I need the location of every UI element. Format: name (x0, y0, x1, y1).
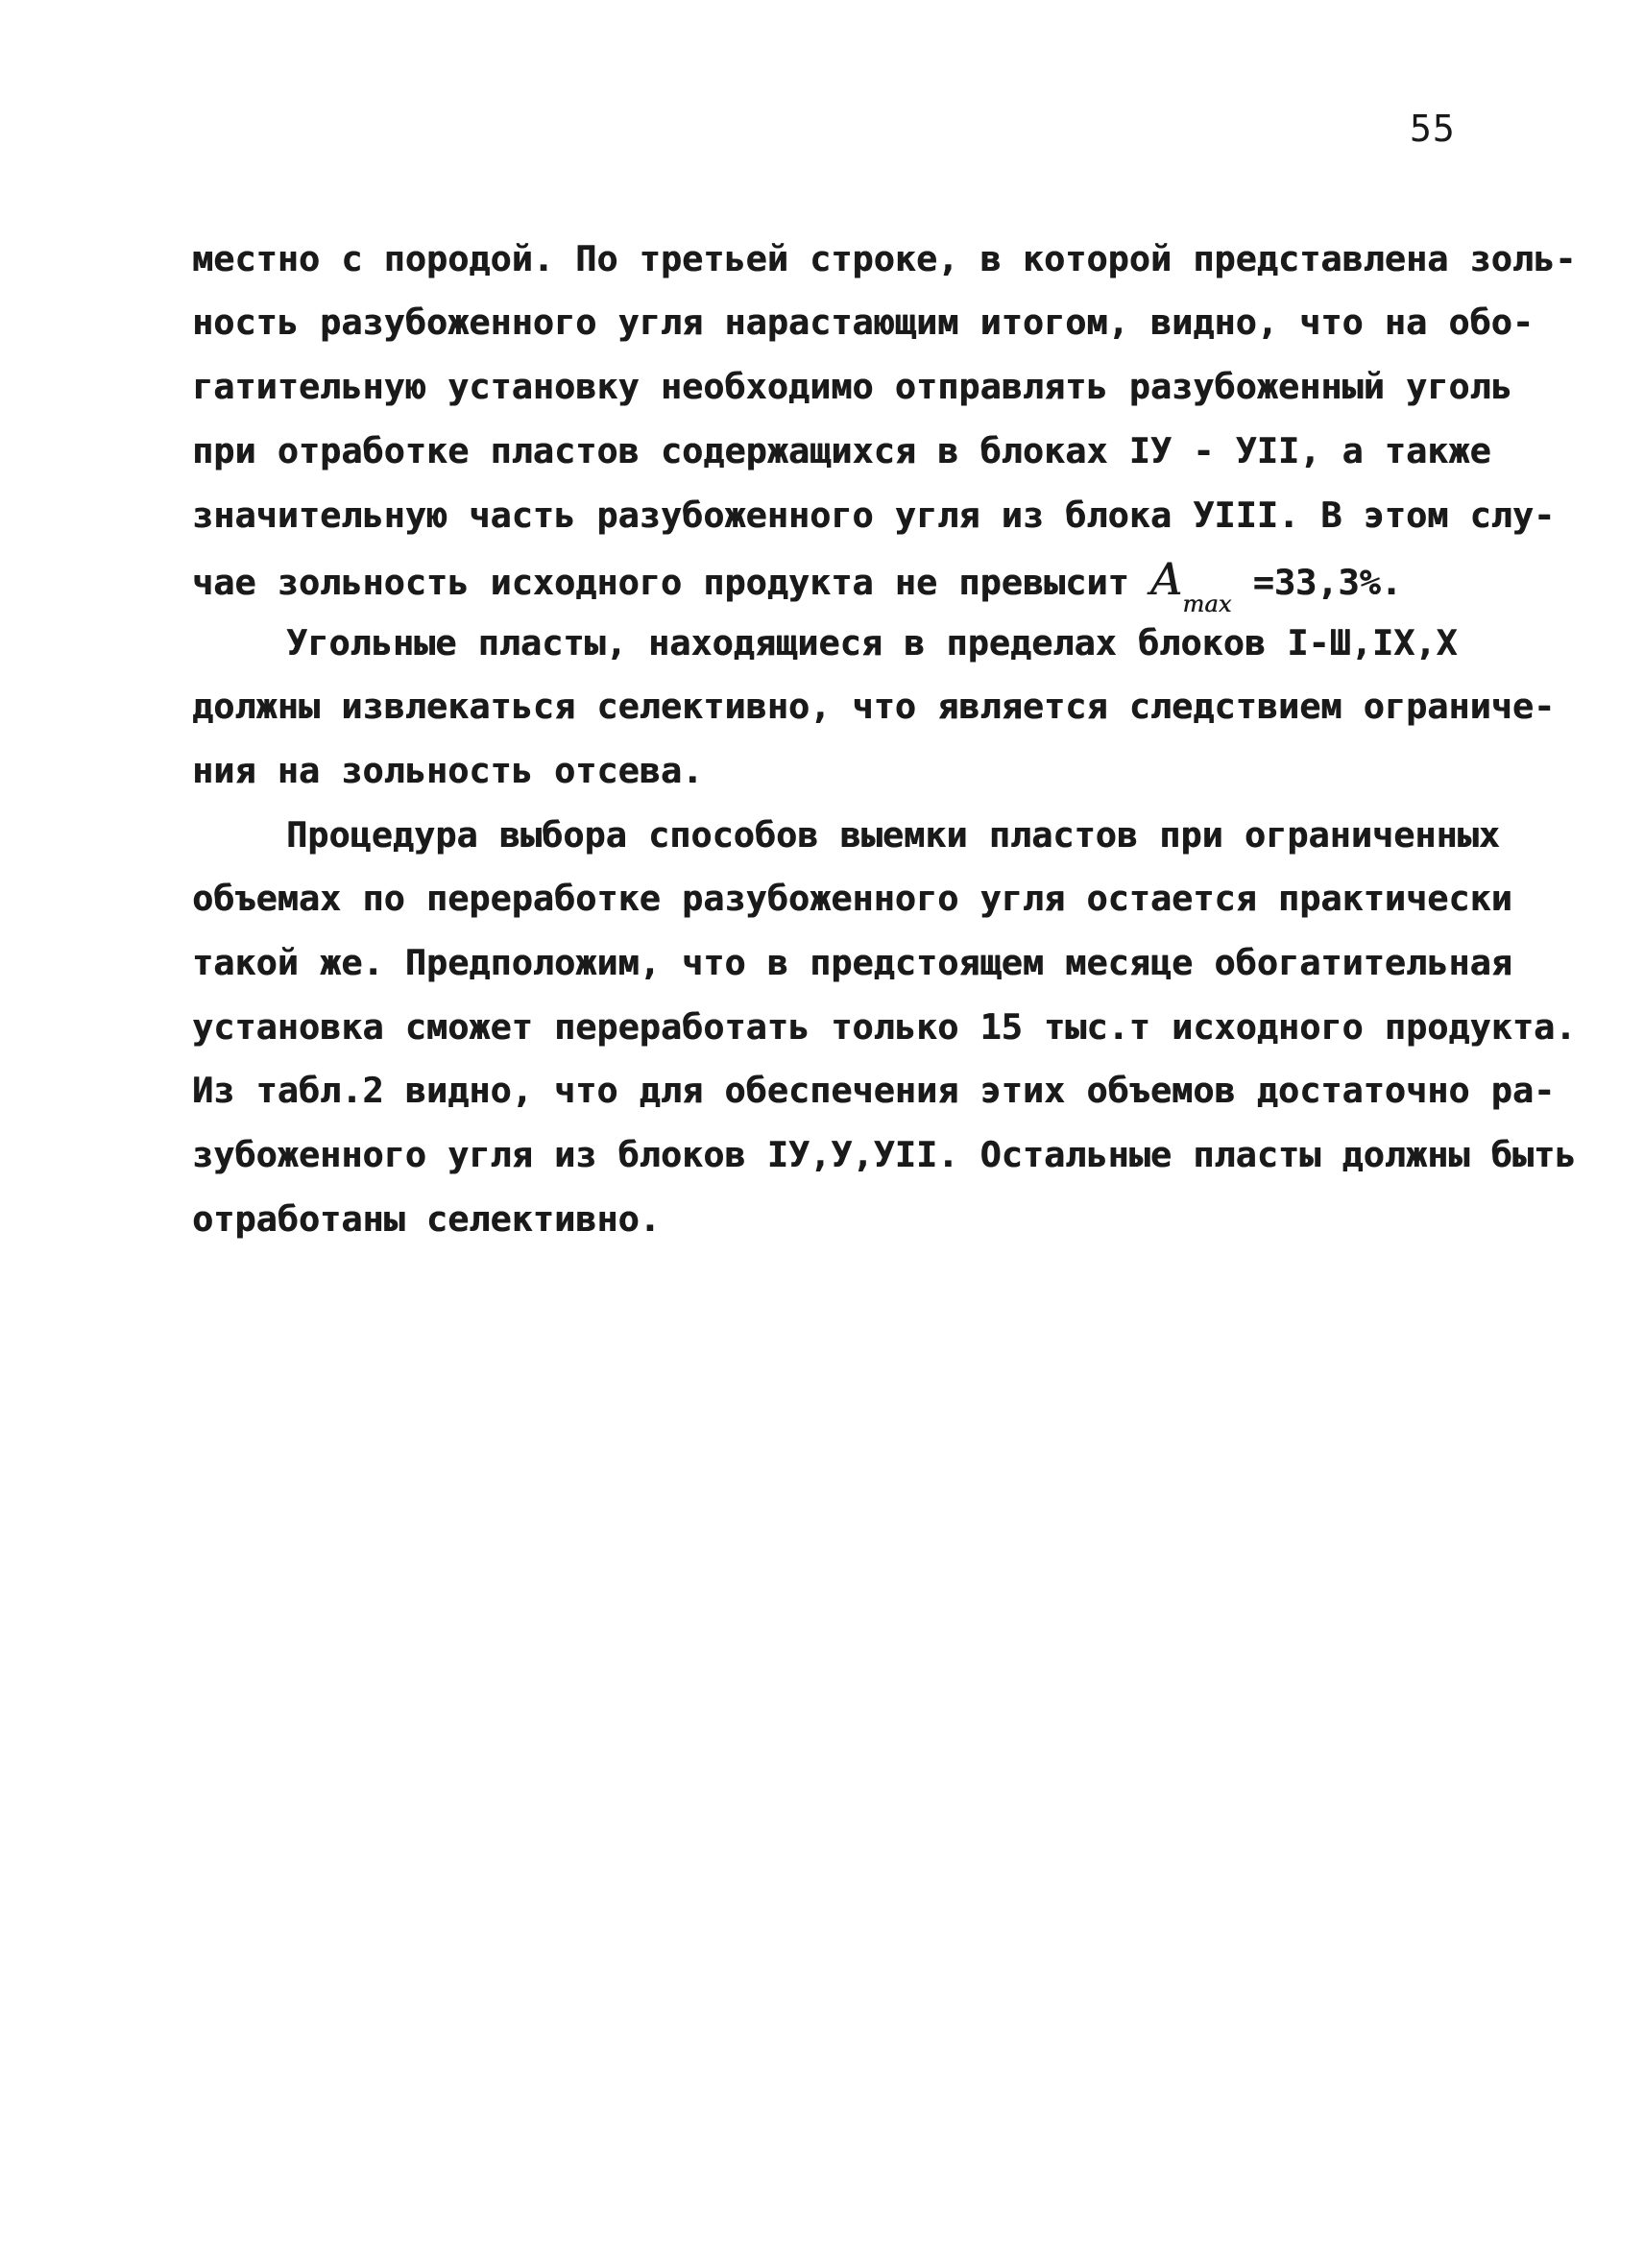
text-line: объемах по переработке разубоженного угля остается практически (192, 878, 1512, 919)
formula-symbol: A (1149, 553, 1183, 605)
text-line: значительную часть разубоженного угля из блока УIII. В этом слу- (192, 495, 1556, 536)
formula-line (192, 553, 1402, 618)
text-line: зубоженного угля из блоков IУ,У,УII. Остальные пласты должны быть (192, 1134, 1577, 1175)
formula-a-max (1149, 553, 1232, 618)
page-number: 55 (1410, 108, 1456, 150)
text-line: Из табл.2 видно, что для обеспечения этих объемов достаточно ра- (192, 1070, 1556, 1111)
text-line: местно с породой. По третьей строке, в которой представлена золь- (192, 238, 1577, 279)
text-line: Угольные пласты, находящиеся в пределах блоков I-Ш,IX,X (286, 622, 1458, 664)
text-line: установка сможет переработать только 15 тыс.т исходного продукта. (192, 1006, 1577, 1048)
text-line: ния на зольность отсева. (192, 750, 704, 791)
text-line: отработаны селективно. (192, 1198, 661, 1240)
formula-subscript: max (1182, 591, 1232, 618)
text-line: чае зольность исходного продукта не превысит (192, 562, 1129, 603)
text-line: должны извлекаться селективно, что является следствием ограниче- (192, 686, 1556, 727)
formula-value: =33,3%. (1252, 562, 1402, 603)
text-line: гатительную установку необходимо отправлять разубоженный уголь (192, 366, 1512, 407)
text-line: такой же. Предположим, что в предстоящем месяце обогатительная (192, 942, 1512, 983)
text-line: Процедура выбора способов выемки пластов при ограниченных (286, 814, 1500, 856)
text-line: при отработке пластов содержащихся в блоках IУ - УII, а также (192, 430, 1491, 471)
text-line: ность разубоженного угля нарастающим итогом, видно, что на обо- (192, 302, 1535, 343)
